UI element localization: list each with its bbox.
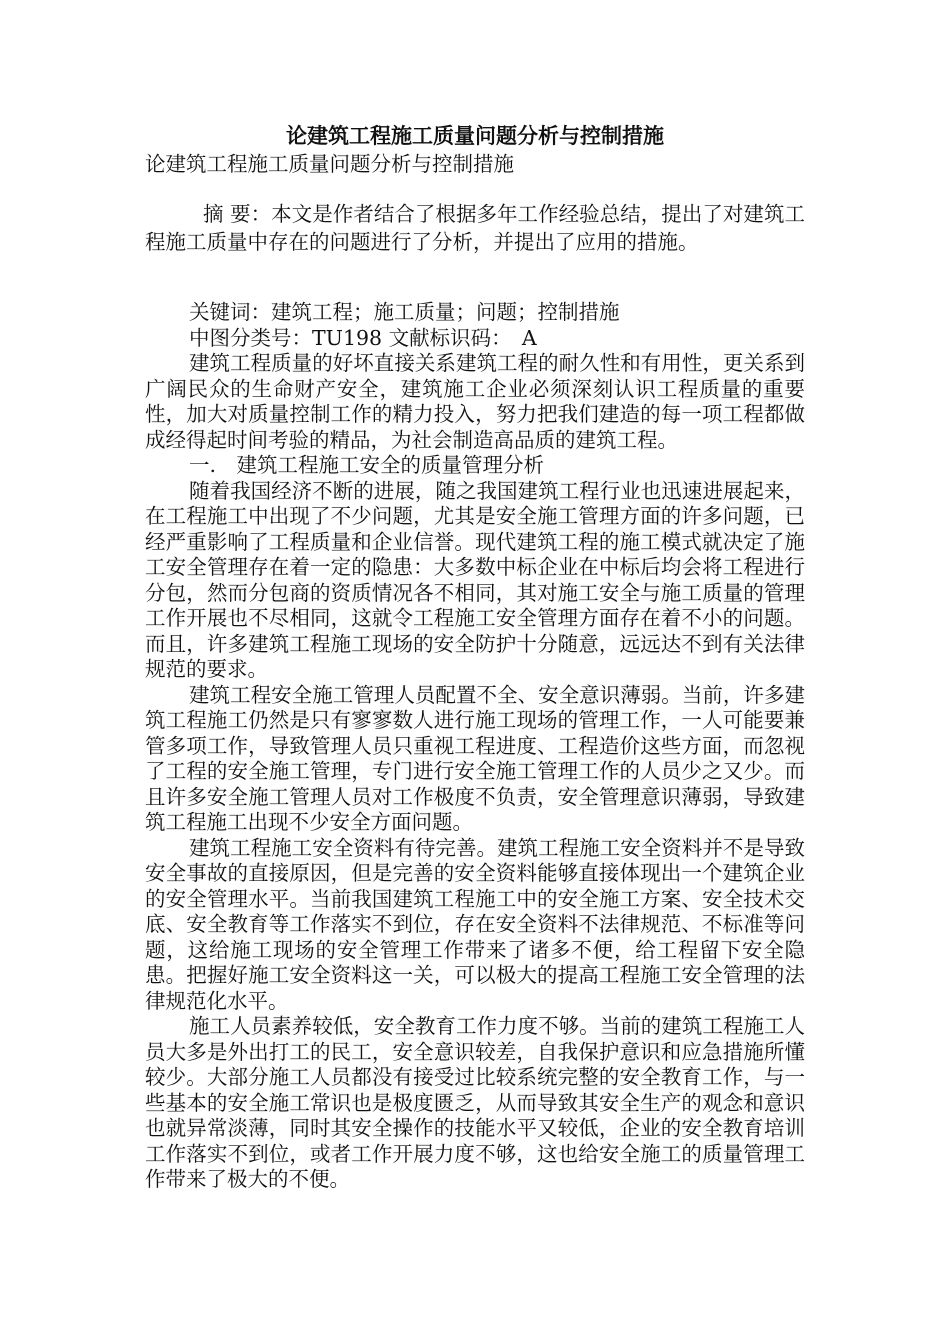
abstract-paragraph: 摘 要：本文是作者结合了根据多年工作经验总结，提出了对建筑工程施工质量中存在的问题进行了分析，并提出了应用的措施。: [145, 202, 805, 254]
classification-line: 中图分类号：TU198 文献标识码： A: [189, 325, 537, 350]
body-paragraph: 建筑工程质量的好坏直接关系建筑工程的耐久性和有用性，更关系到广阔民众的生命财产安全，建筑施工企业必须深刻认识工程质量的重要性，加大对质量控制工作的精力投入，努力把我们建造的每一项工程都做成经得起时间考验的精品，为社会制造高品质的建筑工程。: [145, 351, 805, 452]
body-paragraph: 施工人员素养较低，安全教育工作力度不够。当前的建筑工程施工人员大多是外出打工的民工，安全意识较差，自我保护意识和应急措施所懂较少。大部分施工人员都没有接受过比较系统完整的安全教育工作，与一些基本的安全施工常识也是极度匮乏，从而导致其安全生产的观念和意识也就异常淡薄，同时其安全操作的技能水平又较低，企业的安全教育培训工作落实不到位，或者工作开展力度不够，这也给安全施工的质量管理工作带来了极大的不便。: [145, 1014, 805, 1191]
body-paragraph: 建筑工程施工安全资料有待完善。建筑工程施工安全资料并不是导致安全事故的直接原因，但是完善的安全资料能够直接体现出一个建筑企业的安全管理水平。当前我国建筑工程施工中的安全施工方案、安全技术交底、安全教育等工作落实不到位，存在安全资料不法律规范、不标准等问题，这给施工现场的安全管理工作带来了诸多不便，给工程留下安全隐患。把握好施工安全资料这一关，可以极大的提高工程施工安全管理的法律规范化水平。: [145, 835, 805, 1013]
document-title: 论建筑工程施工质量问题分析与控制措施: [286, 123, 664, 148]
document-body: [145, 122, 805, 1193]
keywords-line: 关键词：建筑工程；施工质量；问题；控制措施: [189, 300, 620, 324]
body-paragraph: 建筑工程安全施工管理人员配置不全、安全意识薄弱。当前，许多建筑工程施工仍然是只有寥寥数人进行施工现场的管理工作，一人可能要兼管多项工作，导致管理人员只重视工程进度、工程造价这些方面，而忽视了工程的安全施工管理，专门进行安全施工管理工作的人员少之又少。而且许多安全施工管理人员对工作极度不负责，安全管理意识薄弱，导致建筑工程施工出现不少安全方面问题。: [145, 682, 805, 834]
document-subtitle: 论建筑工程施工质量问题分析与控制措施: [145, 152, 514, 176]
body-paragraph: 随着我国经济不断的进展，随之我国建筑工程行业也迅速进展起来，在工程施工中出现了不少问题，尤其是安全施工管理方面的许多问题，已经严重影响了工程质量和企业信誉。现代建筑工程的施工模式就决定了施工安全管理存在着一定的隐患：大多数中标企业在中标后均会将工程进行分包，然而分包商的资质情况各不相同，其对施工安全与施工质量的管理工作开展也不尽相同，这就令工程施工安全管理方面存在着不小的问题。而且，许多建筑工程施工现场的安全防护十分随意，远远达不到有关法律规范的要求。: [145, 478, 805, 681]
section-heading: 一. 建筑工程施工安全的质量管理分析: [189, 453, 545, 477]
